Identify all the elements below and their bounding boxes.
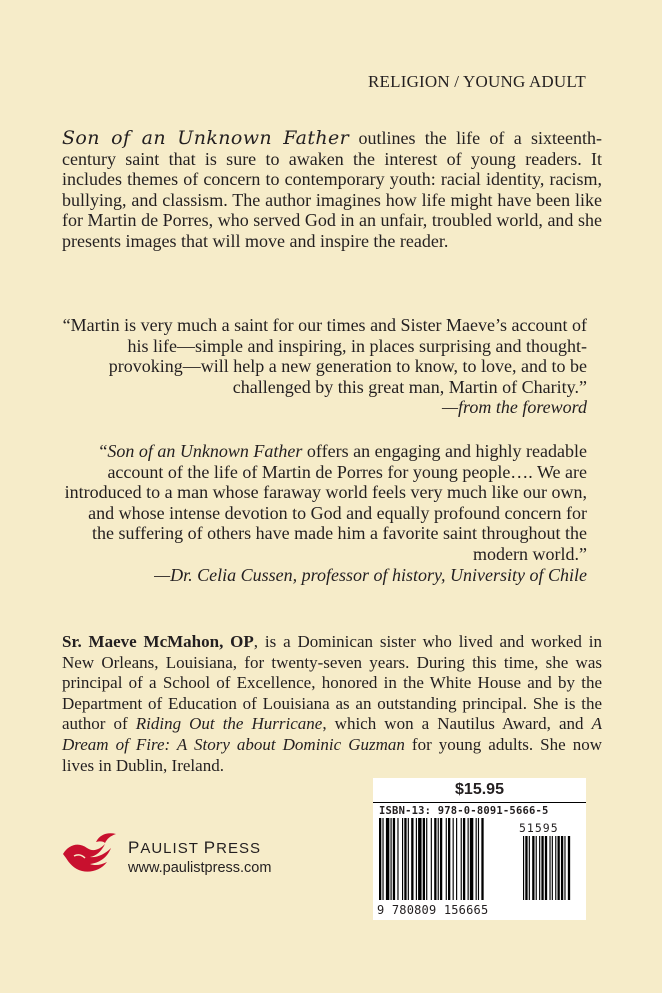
addon-bar	[539, 836, 540, 900]
quote-attribution: —from the foreword	[441, 397, 587, 418]
bio-text: for young adults. She now lives in Dublin, Ireland.	[62, 734, 602, 775]
barcode-bar	[404, 818, 406, 900]
quote-text: “Martin is very much a saint for our times and Sister Maeve’s account of his life—simple and inspiring, in places surprising and thought-provoking—will help a new generation to know, to love, and to be challenged by this great man, Martin of Charity.”	[62, 315, 587, 397]
addon-bar	[552, 836, 553, 900]
addon-bar	[564, 836, 565, 900]
quote-text: offers an engaging and highly readable account of the life of Martin de Porres for young people…. We are introduced to a man whose faraway world feels very much like our own, and whose intense devotion to God and equally profound concern for the suffering of others have made him a favorite saint throughout the modern world.”	[64, 441, 587, 564]
addon-bar	[549, 836, 550, 900]
barcode-bar	[476, 818, 477, 900]
description-text: outlines the life of a sixteenth-century saint that is sure to awaken the interest of young readers. It includes themes of concern to contemporary youth: racial identity, racism, bullying, and classism. The author imagines how life might have been like for Martin de Porres, who served God in an unfair, troubled world, and she presents images that will move and inspire the reader.	[62, 128, 602, 251]
addon-bar	[523, 836, 524, 900]
barcode-bar	[468, 818, 469, 900]
addon-bar	[555, 836, 556, 900]
publisher-name: PAULIST PRESS	[128, 838, 261, 857]
addon-code: 51595	[519, 821, 559, 835]
author-name: Sr. Maeve McMahon, OP	[62, 632, 254, 651]
author-bio	[62, 632, 602, 776]
bio-text: , which won a Nautilus Award, and	[322, 714, 592, 734]
addon-bar	[532, 836, 534, 900]
barcode-bar	[481, 818, 483, 900]
barcode-bar	[438, 818, 439, 900]
category-label: RELIGION / YOUNG ADULT	[368, 72, 586, 91]
quote-book-title: Son of an Unknown Father	[107, 441, 303, 461]
barcode-bar	[423, 818, 425, 900]
book-title-1: Riding Out the Hurricane	[135, 714, 323, 734]
foreword-quote	[62, 315, 587, 418]
barcode-bar	[470, 818, 473, 900]
bio-text: , is a Dominican sister who lived and worked in New Orleans, Louisiana, for twenty-seven years. During this time, she was principal of a School of Excellence, honored in the White House and by the Department of Education of Louisiana as an outstanding principal. She is the author of	[62, 632, 602, 734]
addon-bar	[541, 836, 543, 900]
book-title-2: A Dream of Fire: A Story about Dominic Guzman	[62, 714, 602, 754]
barcode-bar	[434, 818, 436, 900]
barcode-bar	[446, 818, 447, 900]
addon-bar	[568, 836, 570, 900]
barcode-bar	[418, 818, 421, 900]
barcode-bar	[431, 818, 432, 900]
addon-bar	[536, 836, 537, 900]
barcode-bar	[461, 818, 462, 900]
barcode-panel	[373, 778, 586, 920]
isbn-label: ISBN-13: 978-0-8091-5666-5	[379, 805, 549, 817]
addon-bar	[558, 836, 560, 900]
barcode-bar	[416, 818, 417, 900]
barcode-bar	[402, 818, 403, 900]
barcode-bar	[453, 818, 454, 900]
price-label: $15.95	[373, 778, 586, 803]
barcode-bar	[397, 818, 398, 900]
book-description	[62, 128, 602, 252]
barcode-bar	[463, 818, 465, 900]
quote-open-mark: “	[99, 441, 108, 461]
addon-bar	[561, 836, 563, 900]
barcode-bar	[391, 818, 392, 900]
endorsement-quote	[62, 441, 587, 585]
addon-bar	[545, 836, 547, 900]
barcode-bar	[478, 818, 479, 900]
barcode-bar	[411, 818, 413, 900]
publisher-url[interactable]: www.paulistpress.com	[128, 860, 272, 876]
dove-flame-icon	[60, 830, 122, 878]
barcode-bar	[382, 818, 383, 900]
addon-bar	[529, 836, 530, 900]
barcode-bar	[386, 818, 389, 900]
barcode-bar	[393, 818, 395, 900]
addon-bar	[525, 836, 527, 900]
barcode-bar	[448, 818, 450, 900]
barcode-bar	[379, 818, 381, 900]
book-title: Son of an Unknown Father	[62, 127, 350, 149]
barcode-bar	[440, 818, 442, 900]
barcode-bar	[426, 818, 427, 900]
barcode-bar	[456, 818, 457, 900]
barcode-bar	[408, 818, 409, 900]
ean-code: 9 780809 156665	[377, 903, 489, 917]
quote-attribution: —Dr. Celia Cussen, professor of history, University of Chile	[154, 564, 587, 585]
